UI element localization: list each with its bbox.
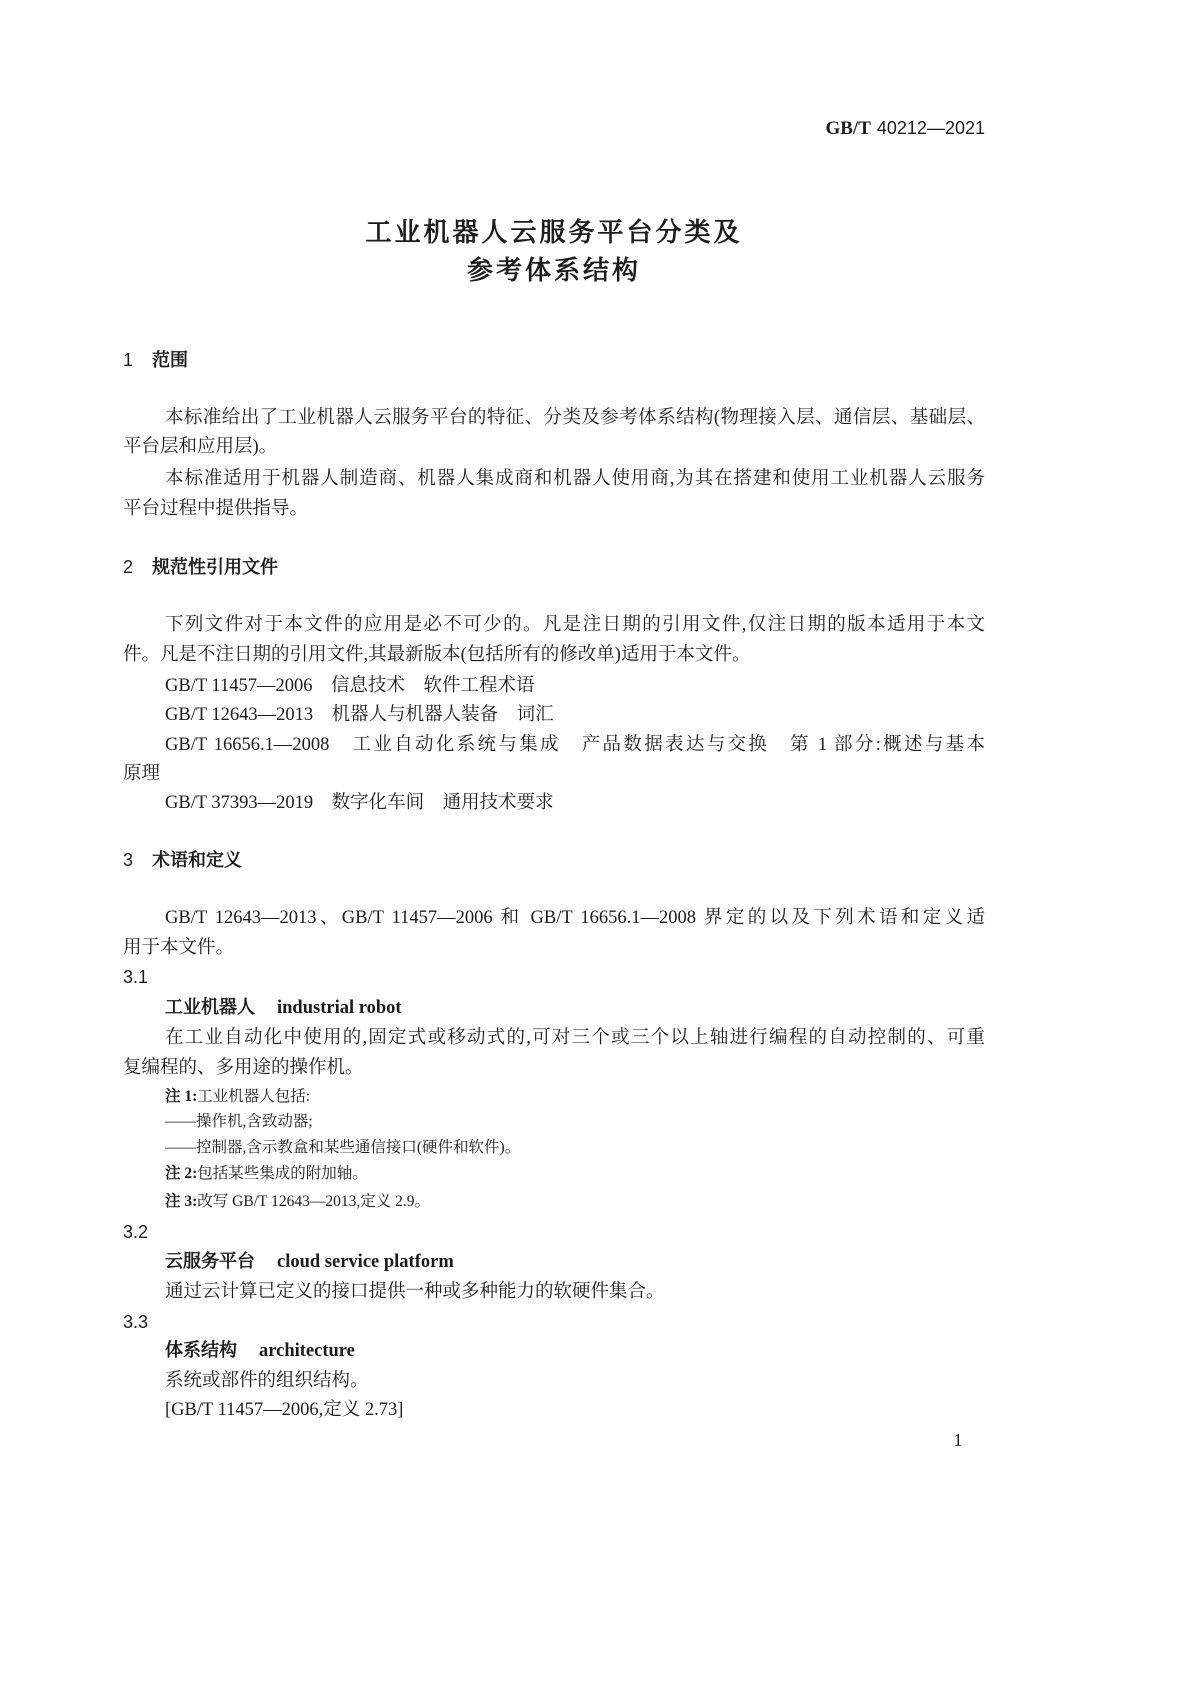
term-english: architecture bbox=[259, 1341, 355, 1361]
section-number: 3 bbox=[123, 850, 134, 870]
note-label: 注 1: bbox=[165, 1088, 198, 1105]
standard-prefix: GB/T bbox=[825, 118, 871, 139]
note-text: 包括某些集成的附加轴。 bbox=[197, 1165, 368, 1182]
references-intro-line2: 件。凡是不注日期的引用文件,其最新版本(包括所有的修改单)适用于本文件。 bbox=[123, 645, 751, 665]
term-definition-line1: 系统或部件的组织结构。 bbox=[165, 1371, 369, 1391]
document-title-line2: 参考体系结构 bbox=[466, 256, 641, 286]
term-source: [GB/T 11457—2006,定义 2.73] bbox=[165, 1400, 404, 1420]
note-text: 工业机器人包括: bbox=[197, 1088, 311, 1105]
clause-number: 3.3 bbox=[123, 1312, 149, 1332]
term-definition-line2: 复编程的、多用途的操作机。 bbox=[123, 1058, 364, 1078]
standard-code bbox=[123, 113, 985, 143]
section-1-heading bbox=[123, 345, 985, 375]
page-number: 1 bbox=[953, 1430, 963, 1450]
reference-item-continuation: 原理 bbox=[123, 764, 161, 784]
note-list-item: ——控制器,含示教盒和某些通信接口(硬件和软件)。 bbox=[165, 1139, 521, 1156]
scope-para1-line1: 本标准给出了工业机器人云服务平台的特征、分类及参考体系结构(物理接入层、通信层、基础层、 bbox=[165, 408, 985, 428]
reference-item: GB/T 12643—2013 机器人与机器人装备 词汇 bbox=[165, 705, 554, 725]
term-definition-line1: 通过云计算已定义的接口提供一种或多种能力的软硬件集合。 bbox=[165, 1282, 665, 1302]
term-definition-line1: 在工业自动化中使用的,固定式或移动式的,可对三个或三个以上轴进行编程的自动控制的、可重 bbox=[165, 1028, 985, 1048]
clause-number: 3.2 bbox=[123, 1222, 149, 1242]
term-chinese: 工业机器人 bbox=[165, 997, 255, 1018]
note-label: 注 3: bbox=[165, 1193, 198, 1210]
term-note bbox=[165, 1189, 985, 1215]
clause-number: 3.1 bbox=[123, 967, 149, 987]
reference-item: GB/T 16656.1—2008 工业自动化系统与集成 产品数据表达与交换 第 1 部分:概述与基本 bbox=[165, 735, 985, 755]
note-label: 注 2: bbox=[165, 1165, 198, 1182]
scope-para1-line2: 平台层和应用层)。 bbox=[123, 437, 278, 457]
term-heading bbox=[165, 1336, 985, 1366]
section-number: 2 bbox=[123, 557, 134, 577]
reference-item: GB/T 11457—2006 信息技术 软件工程术语 bbox=[165, 676, 535, 696]
terms-intro-line2: 用于本文件。 bbox=[123, 938, 235, 958]
term-note bbox=[165, 1084, 985, 1110]
section-title: 术语和定义 bbox=[152, 850, 243, 871]
section-number: 1 bbox=[123, 350, 134, 370]
reference-item: GB/T 37393—2019 数字化车间 通用技术要求 bbox=[165, 793, 554, 813]
standard-number: 40212—2021 bbox=[876, 118, 985, 138]
section-title: 规范性引用文件 bbox=[152, 557, 279, 578]
terms-intro-line1: GB/T 12643—2013、GB/T 11457—2006 和 GB/T 16656.1—2008 界定的以及下列术语和定义适 bbox=[165, 908, 985, 928]
term-heading bbox=[165, 1247, 985, 1277]
scope-para2-line2: 平台过程中提供指导。 bbox=[123, 499, 309, 519]
term-chinese: 体系结构 bbox=[165, 1340, 237, 1361]
section-2-heading bbox=[123, 552, 985, 582]
term-note bbox=[165, 1161, 985, 1187]
term-chinese: 云服务平台 bbox=[165, 1251, 255, 1272]
references-intro-line1: 下列文件对于本文件的应用是必不可少的。凡是注日期的引用文件,仅注日期的版本适用于本文 bbox=[165, 615, 985, 635]
term-heading bbox=[165, 993, 985, 1023]
term-english: industrial robot bbox=[277, 998, 402, 1018]
section-title: 范围 bbox=[152, 350, 189, 371]
note-text: 改写 GB/T 12643—2013,定义 2.9。 bbox=[197, 1193, 430, 1210]
section-3-heading bbox=[123, 845, 985, 875]
note-list-item: ——操作机,含致动器; bbox=[165, 1113, 313, 1130]
scope-para2-line1: 本标准适用于机器人制造商、机器人集成商和机器人使用商,为其在搭建和使用工业机器人云服务 bbox=[165, 469, 985, 489]
term-english: cloud service platform bbox=[277, 1252, 454, 1272]
document-title-line1: 工业机器人云服务平台分类及 bbox=[365, 218, 743, 248]
